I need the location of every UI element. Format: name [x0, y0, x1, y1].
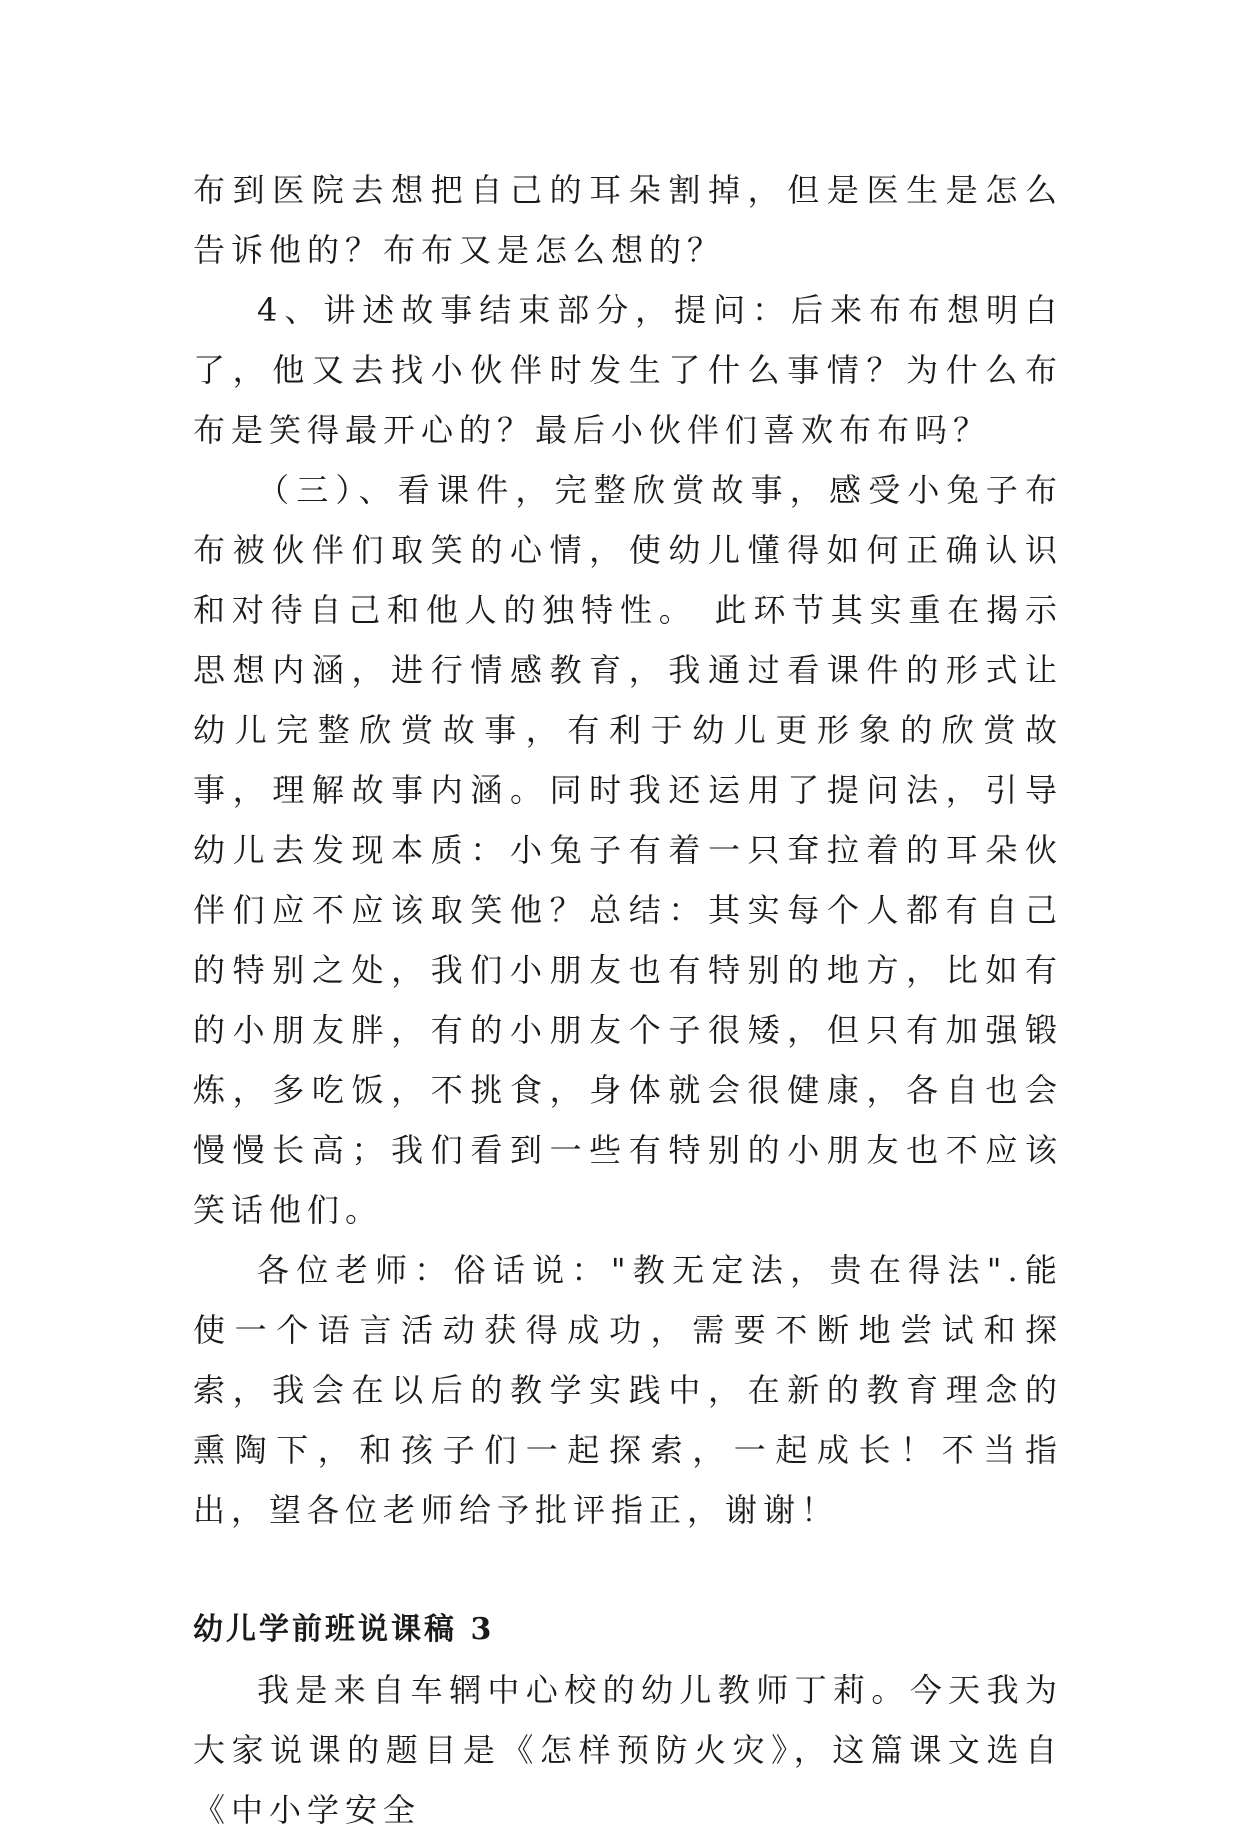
section-spacer [193, 1540, 1063, 1600]
document-page [193, 160, 1063, 1840]
paragraph: 4、讲述故事结束部分，提问：后来布布想明白了，他又去找小伙伴时发生了什么事情？为什么布布是笑得最开心的？最后小伙伴们喜欢布布吗？ [193, 291, 1063, 449]
section-heading: 幼儿学前班说课稿 3 [193, 1612, 495, 1647]
paragraph: 各位老师：俗话说："教无定法，贵在得法".能使一个语言活动获得成功，需要不断地尝试和探索，我会在以后的教学实践中，在新的教育理念的熏陶下，和孩子们一起探索，一起成长！不当指出，望各位老师给予批评指正，谢谢！ [193, 1251, 1063, 1529]
paragraph: 我是来自车辋中心校的幼儿教师丁莉。今天我为大家说课的题目是《怎样预防火灾》，这篇课文选自《中小学安全 [193, 1671, 1063, 1829]
paragraph: 布到医院去想把自己的耳朵割掉，但是医生是怎么告诉他的？布布又是怎么想的？ [193, 171, 1063, 269]
paragraph: （三）、看课件，完整欣赏故事，感受小兔子布布被伙伴们取笑的心情，使幼儿懂得如何正确认识和对待自己和他人的独特性。 此环节其实重在揭示思想内涵，进行情感教育，我通过看课件的形式让幼儿完整欣赏故事，有利于幼儿更形象的欣赏故事，理解故事内涵。同时我还运用了提问法，引导幼儿去发现本质：小兔子有着一只耷拉着的耳朵伙伴们应不应该取笑他？总结：其实每个人都有自己的特别之处，我们小朋友也有特别的地方，比如有的小朋友胖，有的小朋友个子很矮，但只有加强锻炼，多吃饭，不挑食，身体就会很健康，各自也会慢慢长高；我们看到一些有特别的小朋友也不应该笑话他们。 [193, 471, 1063, 1229]
